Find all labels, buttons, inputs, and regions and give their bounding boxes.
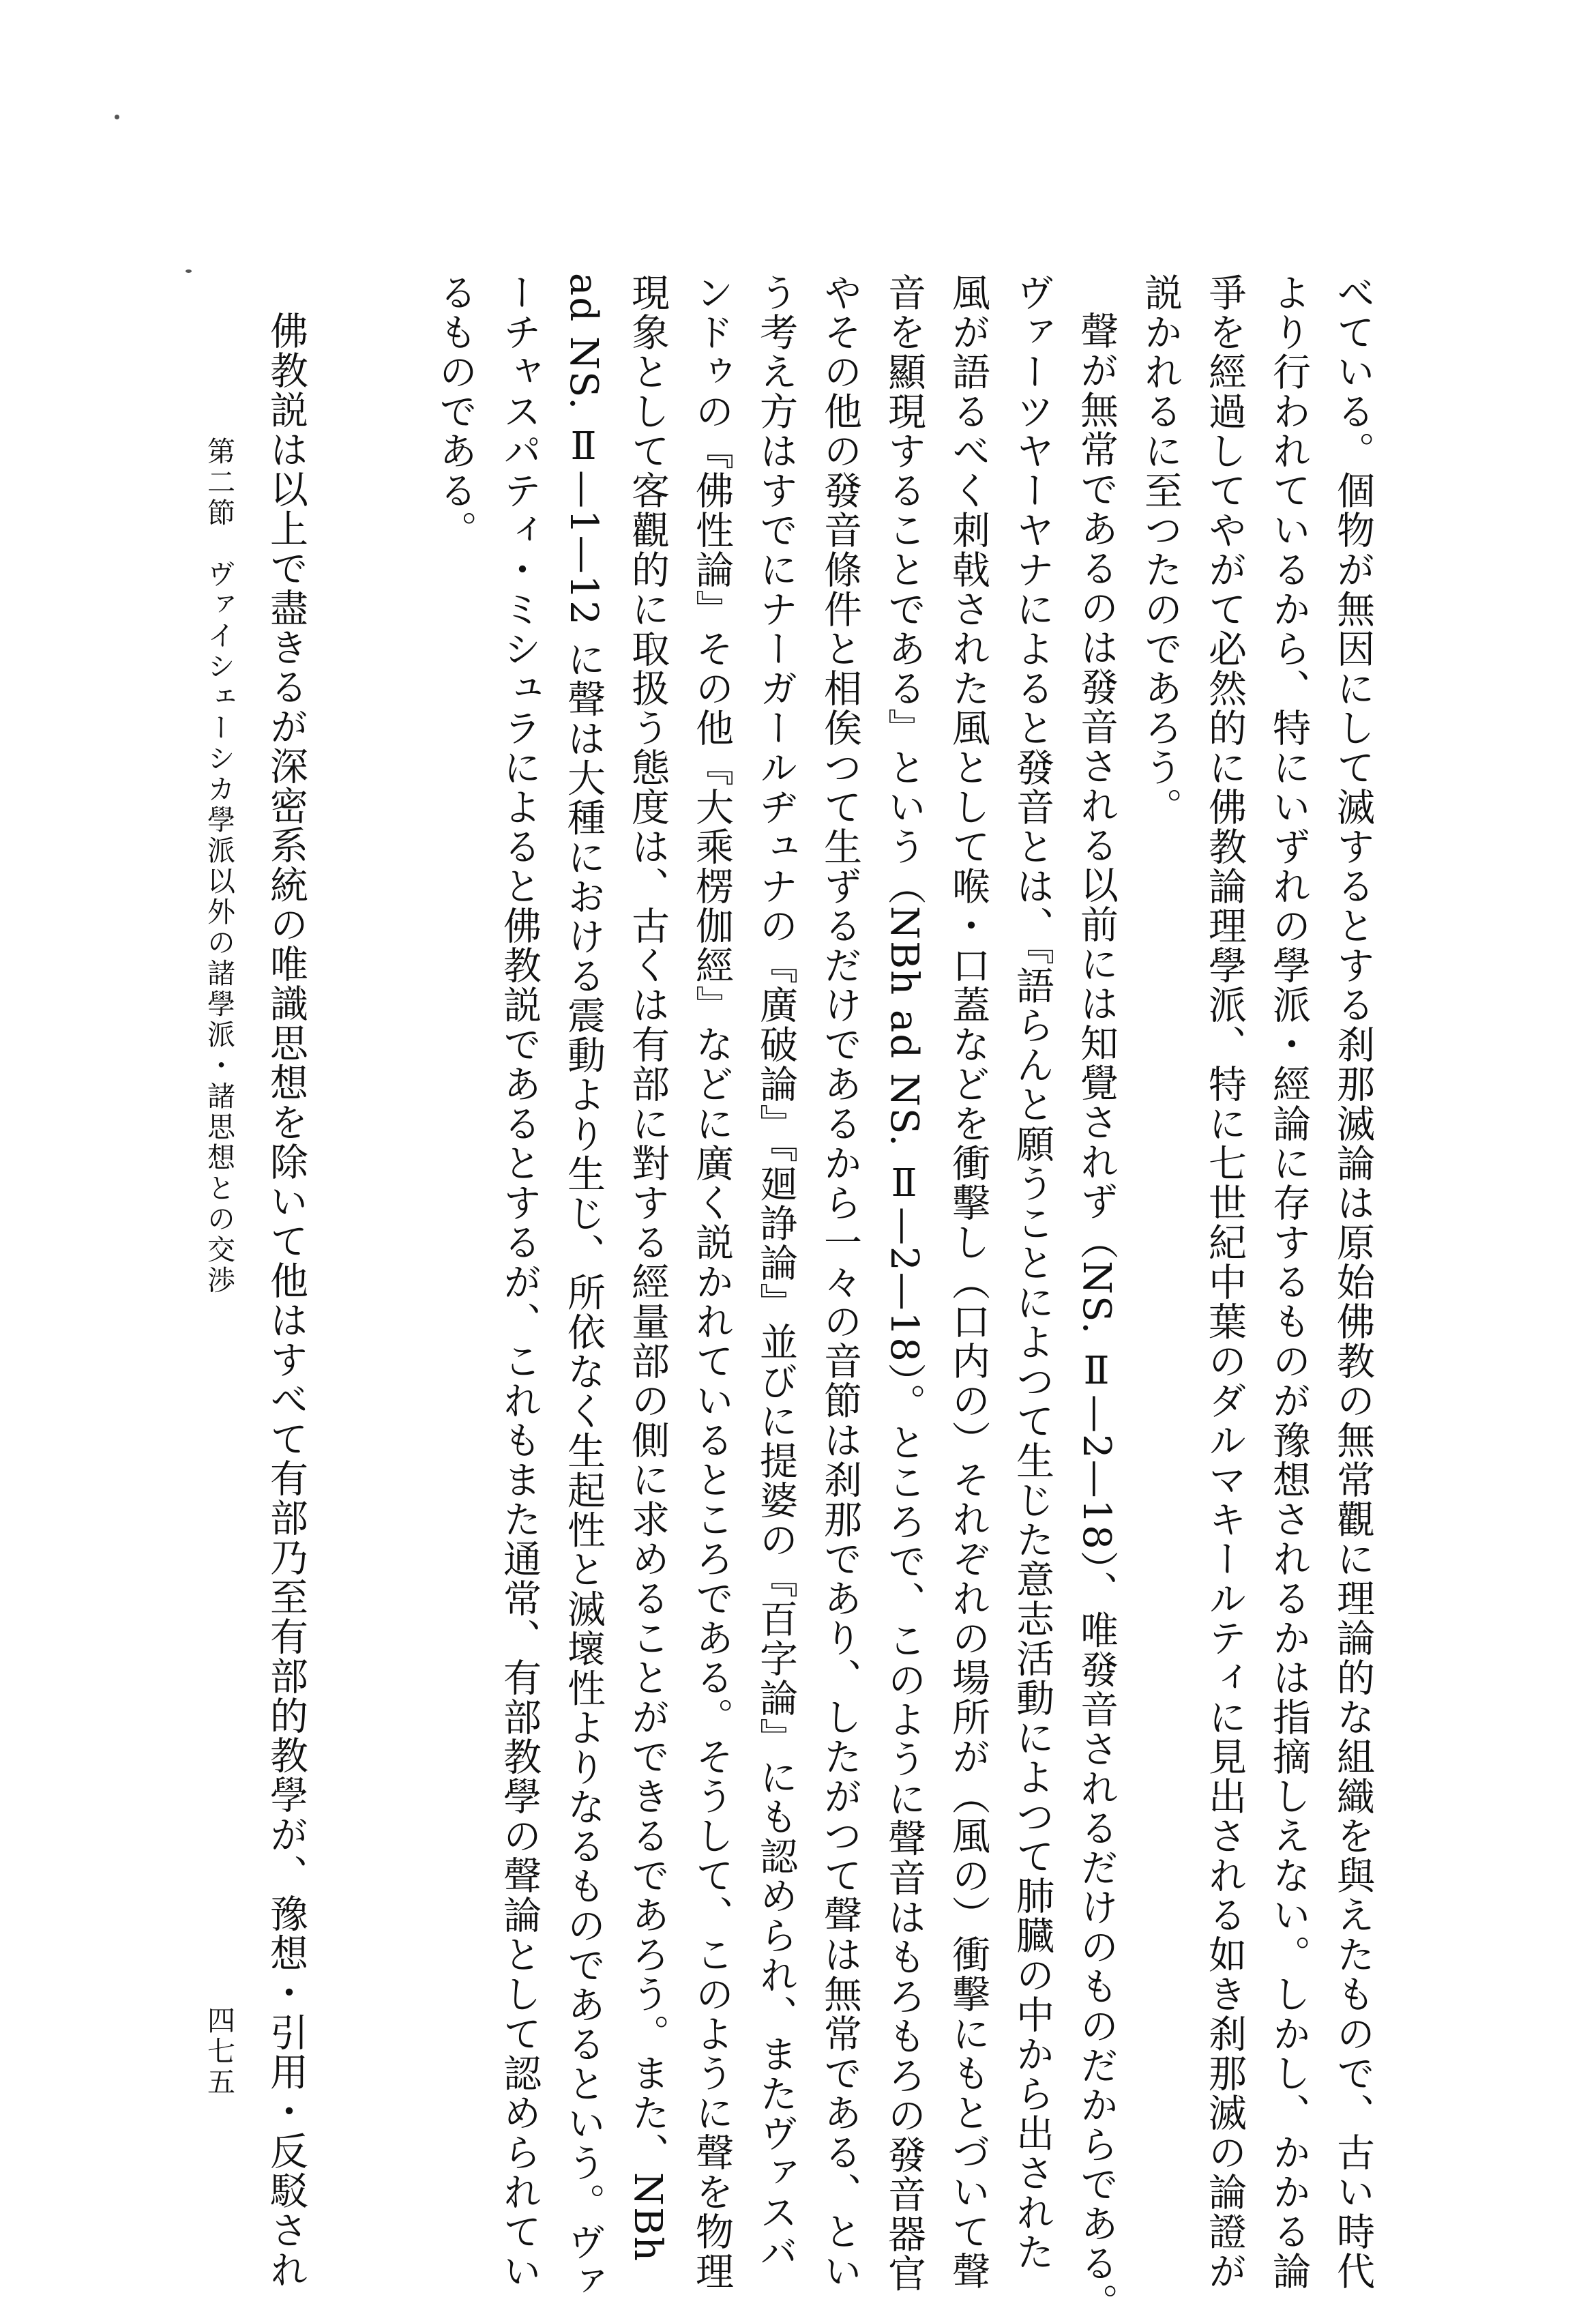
text-line: ad NS. Ⅱ—1—12 に聲は大種における震動より生じ、所依なく生起性と滅壞性よりなるものであるという。ヴァ bbox=[561, 273, 606, 2302]
paragraph-1 bbox=[1128, 273, 1385, 2291]
scan-speck bbox=[186, 269, 192, 273]
text-line: う考え方はすでにナーガールヂュナの『廣破論』『廻諍論』並びに提婆の『百字論』にも認められ、またヴァスバ bbox=[754, 273, 798, 2272]
text-line: るものである。 bbox=[433, 273, 477, 550]
text-line: 聲が無常であるのは發音される以前には知覺されず（NS. Ⅱ—2—18）、唯發音されるだけのものだからである。 bbox=[1074, 311, 1119, 2323]
closing-line: 佛教説は以上で盡きるが深密系統の唯識思想を除いて他はすべて有部乃至有部的教學が、豫想・引用・反駁され bbox=[264, 311, 308, 2290]
page-number: 四七五 bbox=[203, 2006, 235, 2098]
text-line: 音を顯現することである』という（NBh ad NS. Ⅱ—2—18）。ところで、このように聲音はもろもろの發音器官 bbox=[882, 273, 926, 2294]
text-line: より行われているから、特にいずれの學派・經論に存するものが豫想されるかは指摘しえない。しかし、かかる論 bbox=[1267, 273, 1311, 2291]
text-line: 説かれるに至つたのであろう。 bbox=[1138, 273, 1183, 827]
text-line: ーチャスパティ・ミシュラによると佛教説であるとするが、これもまた通常、有部教學の聲論として認められてい bbox=[497, 273, 542, 2291]
text-line: ンドゥの『佛性論』その他『大乘楞伽經』などに廣く説かれているところである。そうして、このように聲を物理 bbox=[690, 273, 734, 2291]
text-line: 現象として客觀的に取扱う態度は、古くは有部に對する經量部の側に求めることができるであろう。また、NBh bbox=[625, 273, 670, 2263]
text-line: べている。個物が無因にして滅するとする刹那滅論は原始佛教の無常觀に理論的な組織を與えたもので、古い時代 bbox=[1331, 273, 1375, 2291]
text-line: 風が語るべく刺戟された風として喉・口蓋などを衝擊し（口内の）それぞれの場所が（風の）衝擊にもとづいて聲 bbox=[946, 273, 990, 2291]
running-head: 第二節 ヴァイシェーシカ學派以外の諸學派・諸思想との交渉 bbox=[203, 437, 235, 1296]
scan-speck bbox=[115, 115, 119, 119]
main-text bbox=[423, 273, 1385, 2323]
text-line: 爭を經過してやがて必然的に佛教論理學派、特に七世紀中葉のダルマキールティに見出される如き刹那滅の論證が bbox=[1202, 273, 1247, 2291]
text-line: やその他の發音條件と相俟つて生ずるだけであるから一々の音節は刹那であり、したがつて聲は無常である、とい bbox=[818, 273, 862, 2291]
paragraph-2 bbox=[423, 273, 1128, 2323]
text-line: ヴァーツヤーヤナによると發音とは、『語らんと願うことによつて生じた意志活動によつて肺臓の中から出された bbox=[1010, 273, 1054, 2272]
